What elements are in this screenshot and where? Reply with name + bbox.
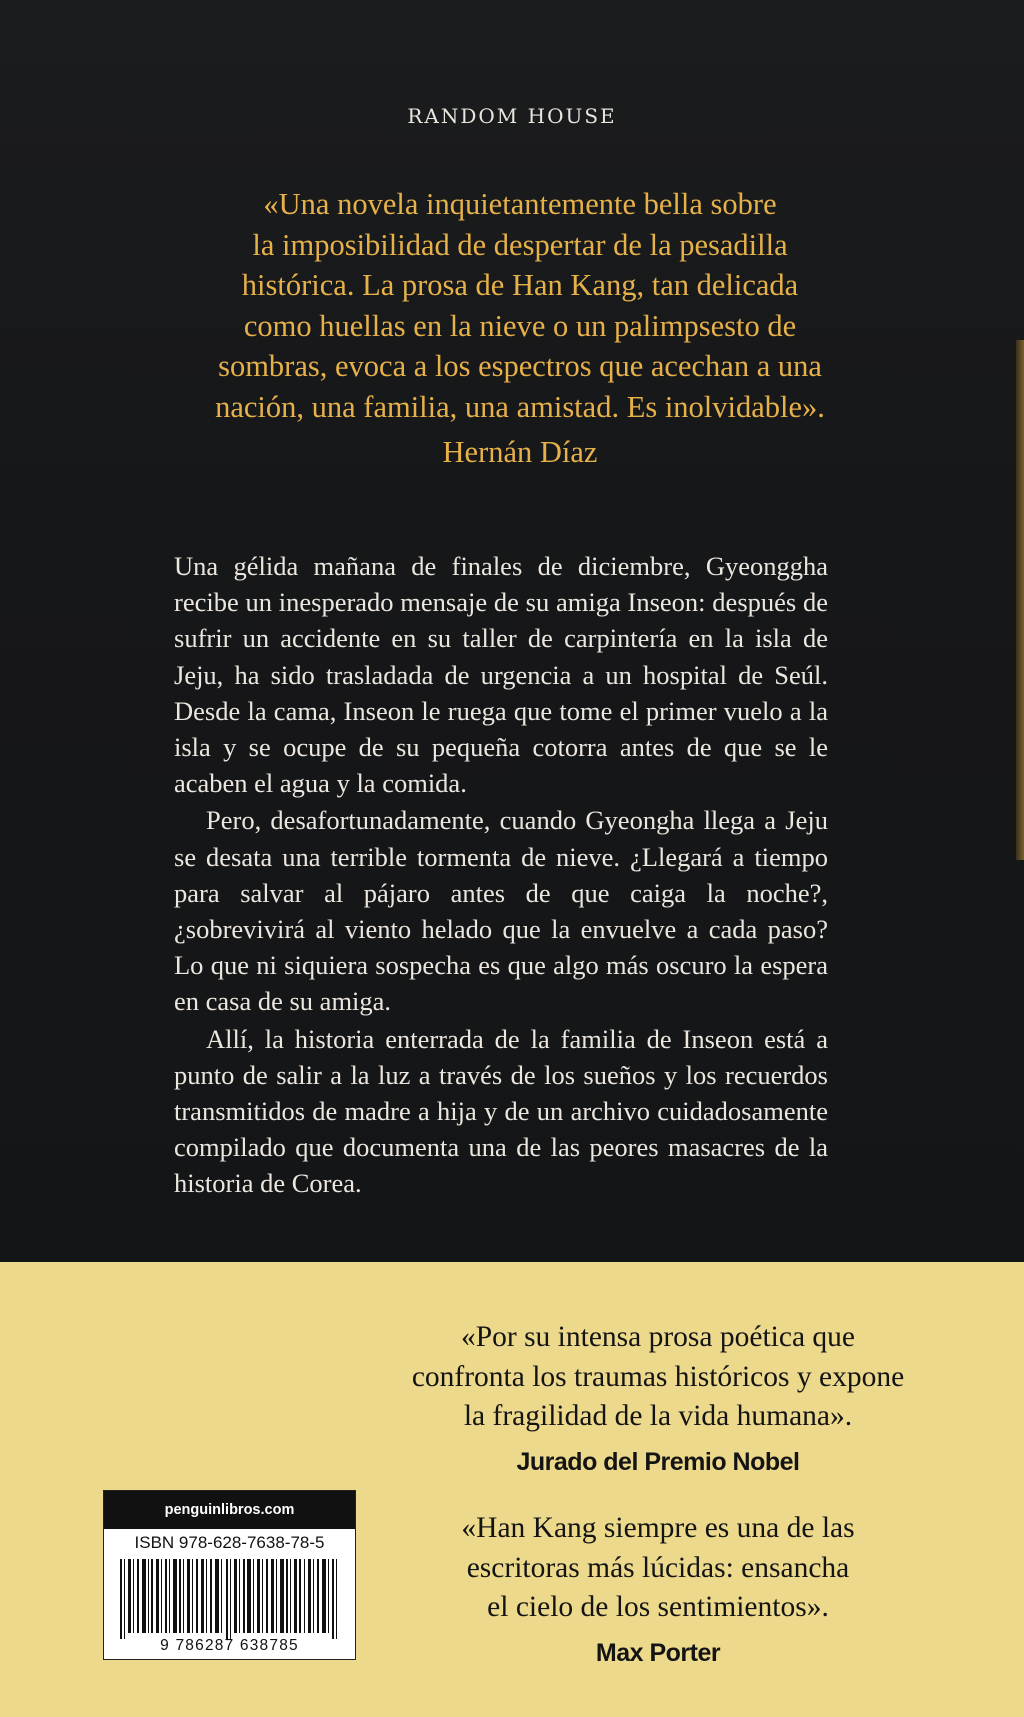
spine-edge [1016, 340, 1024, 860]
quote-author: Max Porter [595, 1638, 721, 1667]
barcode-icon [118, 1559, 344, 1639]
quote-line: confronta los traumas históricos y expone [411, 1360, 905, 1393]
quote-line: «Una novela inquietantemente bella sobre [263, 187, 777, 221]
synopsis-paragraph: Una gélida mañana de finales de diciembre, Gyeonggha recibe un inesperado mensaje de su amiga Inseon: después de sufrir un accidente en su taller de carpintería en la isla de Jeju, ha sido trasladada de urgencia a un hospital de Seúl. Desde la cama, Inseon le ruega que tome el primer vuelo a la isla y se ocupe de su pequeña cotorra antes de que se le acaben el agua y la comida. [174, 551, 828, 799]
quote-line: «Han Kang siempre es una de las [461, 1512, 855, 1544]
nobel-quote [378, 1318, 938, 1482]
website-label: penguinlibros.com [104, 1491, 355, 1529]
publisher-name: RANDOM HOUSE [407, 104, 617, 128]
quote-line: sombras, evoca a los espectros que acechan a una [218, 349, 822, 384]
quote-line: la fragilidad de la vida humana». [463, 1400, 853, 1432]
barcode-digits: 9 786287 638785 [160, 1637, 299, 1654]
quote-line: nación, una familia, una amistad. Es inolvidable». [215, 389, 825, 424]
quote-author: Jurado del Premio Nobel [516, 1447, 800, 1476]
top-review-quote [140, 184, 900, 472]
quote-line: «Por su intensa prosa poética que [460, 1321, 856, 1353]
quote-line: como huellas en la nieve o un palimpsesto de [243, 308, 797, 343]
synopsis [174, 548, 828, 1203]
quote-line: el cielo de los sentimientos». [487, 1591, 829, 1623]
barcode-label [103, 1490, 356, 1660]
synopsis-paragraph: Pero, desafortunadamente, cuando Gyeongha llega a Jeju se desata una terrible tormenta de nieve. ¿Llegará a tiempo para salvar al pájaro antes de que caiga la noche?, ¿sobrevivirá al viento helado que la envuelve a cada paso? Lo que ni siquiera sospecha es que algo más oscuro la espera en casa de su amiga. [174, 805, 828, 1017]
quote-line: histórica. La prosa de Han Kang, tan delicada [241, 268, 799, 303]
quote-line: escritoras más lúcidas: ensancha [466, 1551, 850, 1584]
porter-quote [378, 1509, 938, 1673]
isbn-text: ISBN 978-628-7638-78-5 [134, 1533, 325, 1552]
synopsis-paragraph: Allí, la historia enterrada de la familia de Inseon está a punto de salir a la luz a través de los sueños y los recuerdos transmitidos de madre a hija y de un archivo cuidadosamente compilado que documenta una de las peores masacres de la historia de Corea. [174, 1023, 828, 1199]
quote-author: Hernán Díaz [442, 434, 598, 469]
quote-line: la imposibilidad de despertar de la pesadilla [252, 227, 788, 262]
